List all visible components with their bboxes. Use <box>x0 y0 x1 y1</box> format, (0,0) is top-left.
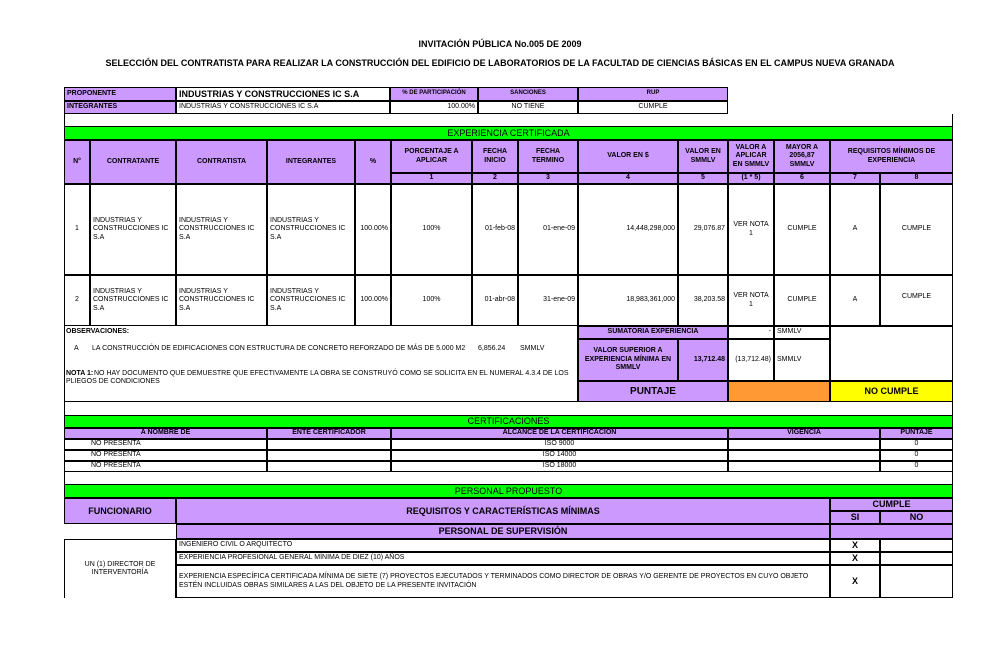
row1-pct: 100.00% <box>355 184 391 275</box>
experiencia-title: EXPERIENCIA CERTIFICADA <box>64 126 953 140</box>
row2-mayor: CUMPLE <box>774 275 830 326</box>
sanciones-value: NO TIENE <box>478 101 578 114</box>
cert-row2-alcance: ISO 14000 <box>391 450 728 461</box>
document-title: INVITACIÓN PÚBLICA No.005 DE 2009 <box>418 39 582 49</box>
row1-contratante: INDUSTRIAS Y CONSTRUCCIONES IC S.A <box>90 184 176 275</box>
proponente-name: INDUSTRIAS Y CONSTRUCCIONES IC S.A <box>176 87 390 101</box>
nota-text: NO HAY DOCUMENTO QUE DEMUESTRE QUE EFECTIVAMENTE LA OBRA SE CONSTRUYÓ COMO SE SOLICITA EN EL NUMERAL 4.3.4 DE LOS PLIEGOS DE CONDICIONES <box>66 370 569 386</box>
row2-contratante: INDUSTRIAS Y CONSTRUCCIONES IC S.A <box>90 275 176 326</box>
cert-row1-alcance: ISO 9000 <box>391 439 728 450</box>
row2-inicio: 01-abr-08 <box>472 275 518 326</box>
row1-req8: CUMPLE <box>880 184 953 275</box>
subheader-8: 8 <box>880 173 953 184</box>
integrantes-label: INTEGRANTES <box>64 101 176 114</box>
subheader-1x5: (1 * 5) <box>728 173 774 184</box>
row2-termino: 31-ene-09 <box>518 275 578 326</box>
row1-mayor: CUMPLE <box>774 184 830 275</box>
superior-unit: SMMLV <box>774 339 830 381</box>
cert-row3-ente <box>267 461 391 472</box>
document-subtitle: SELECCIÓN DEL CONTRATISTA PARA REALIZAR LA CONSTRUCCIÓN DEL EDIFICIO DE LABORATORIOS DE LA FACULTAD DE CIENCIAS BÁSICAS EN EL CAMPUS NUEVA GRANADA <box>105 58 895 68</box>
integrante-name: INDUSTRIAS Y CONSTRUCCIONES IC S.A <box>176 101 390 114</box>
cumple-label: CUMPLE <box>830 498 953 511</box>
req-row3: EXPERIENCIA ESPECÍFICA CERTIFICADA MÍNIMA DE SIETE (7) PROYECTOS EJECUTADOS Y TERMINADOS COMO DIRECTOR DE OBRAS Y/O GERENTE DE PROYECTOS EN CUYO OBJETO ESTÉN INCLUIDAS OBRAS SIMILARES A LAS DEL OBJETO DE LA PRESENTE INVITACIÓN <box>176 565 830 598</box>
cert-row3-nombre: NO PRESENTA <box>64 461 267 472</box>
cert-header-ente: ENTE CERTIFICADOR <box>267 428 391 439</box>
row2-valor: 18,983,361,000 <box>578 275 678 326</box>
no-label: NO <box>880 511 953 524</box>
sumatoria-value: - <box>728 326 774 339</box>
obs-a-unit: SMMLV <box>520 345 545 352</box>
row1-inicio: 01-feb-08 <box>472 184 518 275</box>
row2-req7: A <box>830 275 880 326</box>
header-contratista: CONTRATISTA <box>176 140 267 184</box>
row1-n: 1 <box>64 184 90 275</box>
subheader-5: 5 <box>678 173 728 184</box>
row1-integrantes: INDUSTRIAS Y CONSTRUCCIONES IC S.A <box>267 184 355 275</box>
header-contratante: CONTRATANTE <box>90 140 176 184</box>
certificaciones-title: CERTIFICACIONES <box>64 415 953 428</box>
req-row1-si: X <box>830 539 880 552</box>
puntaje-value <box>728 381 830 402</box>
subheader-4: 4 <box>578 173 678 184</box>
cert-header-vigencia: VIGENCIA <box>728 428 880 439</box>
row2-integrantes: INDUSTRIAS Y CONSTRUCCIONES IC S.A <box>267 275 355 326</box>
si-label: SI <box>830 511 880 524</box>
proponente-label: PROPONENTE <box>64 87 176 101</box>
header-valor: VALOR EN $ <box>578 140 678 173</box>
sumatoria-blank <box>830 326 953 381</box>
req-row2-no <box>880 552 953 565</box>
row1-aplicar-smmlv: VER NOTA 1 <box>728 184 774 275</box>
subheader-3: 3 <box>518 173 578 184</box>
header-smmlv: VALOR EN SMMLV <box>678 140 728 173</box>
nota-label: NOTA 1: <box>66 370 94 377</box>
row1-smmlv: 29,076.87 <box>678 184 728 275</box>
supervision-cumple-blank <box>830 524 953 539</box>
req-row3-si: X <box>830 565 880 598</box>
row2-req8: CUMPLE <box>880 275 953 326</box>
puntaje-result: NO CUMPLE <box>830 381 953 402</box>
row1-contratista: INDUSTRIAS Y CONSTRUCCIONES IC S.A <box>176 184 267 275</box>
cert-row1-nombre: NO PRESENTA <box>64 439 267 450</box>
participacion-label: % DE PARTICIPACIÓN <box>390 87 478 101</box>
row2-pct: 100.00% <box>355 275 391 326</box>
req-row3-no <box>880 565 953 598</box>
header-integrantes: INTEGRANTES <box>267 140 355 184</box>
row2-aplicar: 100% <box>391 275 472 326</box>
row1-req7: A <box>830 184 880 275</box>
req-row1-no <box>880 539 953 552</box>
req-row2-si: X <box>830 552 880 565</box>
cert-row2-puntaje: 0 <box>880 450 953 461</box>
header-pct: % <box>355 140 391 184</box>
superior-value: 13,712.48 <box>678 339 728 381</box>
sumatoria-label: SUMATORIA EXPERIENCIA <box>578 326 728 339</box>
row2-n: 2 <box>64 275 90 326</box>
spacer-row-2 <box>64 402 953 416</box>
header-mayor: MAYOR A 2056,87 SMMLV <box>774 140 830 173</box>
subheader-2: 2 <box>472 173 518 184</box>
obs-a-text: LA CONSTRUCCIÓN DE EDIFICACIONES CON ESTRUCTURA DE CONCRETO REFORZADO DE MÁS DE 5.000 M2 <box>92 345 466 352</box>
row1-valor: 14,448,298,000 <box>578 184 678 275</box>
cert-header-puntaje: PUNTAJE <box>880 428 953 439</box>
cert-row3-alcance: ISO 18000 <box>391 461 728 472</box>
header-aplicar: PORCENTAJE A APLICAR <box>391 140 472 173</box>
row2-contratista: INDUSTRIAS Y CONSTRUCCIONES IC S.A <box>176 275 267 326</box>
cert-row1-puntaje: 0 <box>880 439 953 450</box>
req-row1: INGENIERO CIVIL O ARQUITECTO <box>176 539 830 552</box>
cert-row2-vigencia <box>728 450 880 461</box>
puntaje-label: PUNTAJE <box>578 381 728 402</box>
observaciones-box <box>64 326 578 402</box>
subheader-7: 7 <box>830 173 880 184</box>
row1-termino: 01-ene-09 <box>518 184 578 275</box>
funcionario-name: UN (1) DIRECTOR DE INTERVENTORÍA <box>64 539 176 598</box>
subheader-6: 6 <box>774 173 830 184</box>
row2-smmlv: 38,203.58 <box>678 275 728 326</box>
obs-a-letter: A <box>74 345 79 352</box>
row1-aplicar: 100% <box>391 184 472 275</box>
header-n: N° <box>64 140 90 184</box>
cert-row3-vigencia <box>728 461 880 472</box>
requisitos-label: REQUISITOS Y CARACTERÍSTICAS MÍNIMAS <box>176 498 830 524</box>
rup-label: RUP <box>578 87 728 101</box>
funcionario-label: FUNCIONARIO <box>64 498 176 524</box>
cert-row3-puntaje: 0 <box>880 461 953 472</box>
sumatoria-unit: SMMLV <box>774 326 830 339</box>
row2-aplicar-smmlv: VER NOTA 1 <box>728 275 774 326</box>
header-inicio: FECHA INICIO <box>472 140 518 173</box>
subheader-1: 1 <box>391 173 472 184</box>
rup-value: CUMPLE <box>578 101 728 114</box>
cert-header-alcance: ALCANCE DE LA CERTIFICACIÓN <box>391 428 728 439</box>
observaciones-label: OBSERVACIONES: <box>66 328 130 335</box>
header-termino: FECHA TERMINO <box>518 140 578 173</box>
cert-row2-ente <box>267 450 391 461</box>
superior-label: VALOR SUPERIOR A EXPERIENCIA MÍNIMA EN SMMLV <box>578 339 678 381</box>
superior-diff: (13,712.48) <box>728 339 774 381</box>
cert-row1-ente <box>267 439 391 450</box>
cert-row2-nombre: NO PRESENTA <box>64 450 267 461</box>
header-aplicar-smmlv: VALOR A APLICAR EN SMMLV <box>728 140 774 173</box>
integrante-pct: 100.00% <box>390 101 478 114</box>
cert-row1-vigencia <box>728 439 880 450</box>
req-row2: EXPERIENCIA PROFESIONAL GENERAL MÍNIMA DE DIEZ (10) AÑOS <box>176 552 830 565</box>
header-requisitos: REQUISITOS MÍNIMOS DE EXPERIENCIA <box>830 140 953 173</box>
personal-title: PERSONAL PROPUESTO <box>64 484 953 498</box>
supervision-label: PERSONAL DE SUPERVISIÓN <box>176 524 830 539</box>
cert-header-nombre: A NOMBRE DE <box>64 428 267 439</box>
sanciones-label: SANCIONES <box>478 87 578 101</box>
obs-a-value: 6,856.24 <box>478 345 506 352</box>
